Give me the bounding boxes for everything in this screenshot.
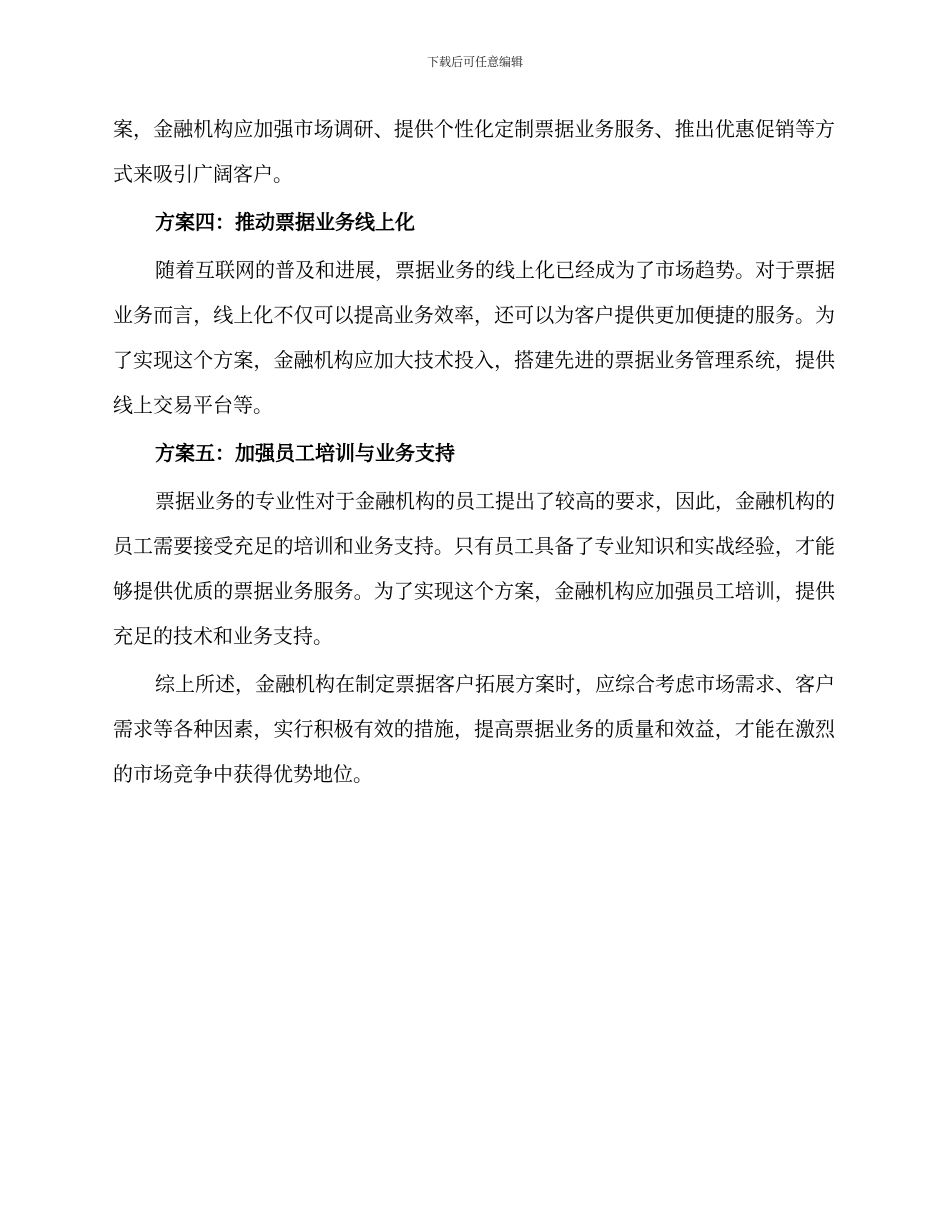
page-header: 下载后可任意编辑 <box>426 55 523 69</box>
paragraph-online-business: 随着互联网的普及和进展，票据业务的线上化已经成为了市场趋势。对于票据业务而言，线上化不仅可以提高业务效率，还可以为客户提供更加便捷的服务。为了实现这个方案，金融机构应加大技术投入，搭建先进的票据业务管理系统，提供线上交易平台等。 <box>113 258 835 417</box>
paragraph-continuation: 案，金融机构应加强市场调研、提供个性化定制票据业务服务、推出优惠促销等方式来吸引广阔客户。 <box>113 117 835 186</box>
section-heading-plan-four: 方案四：推动票据业务线上化 <box>155 210 415 234</box>
document-body <box>113 107 835 797</box>
paragraph-staff-training: 票据业务的专业性对于金融机构的员工提出了较高的要求，因此，金融机构的员工需要接受充足的培训和业务支持。只有员工具备了专业知识和实战经验，才能够提供优质的票据业务服务。为了实现这个方案，金融机构应加强员工培训，提供充足的技术和业务支持。 <box>113 489 835 648</box>
paragraph-conclusion: 综上所述，金融机构在制定票据客户拓展方案时，应综合考虑市场需求、客户需求等各种因素，实行积极有效的措施，提高票据业务的质量和效益，才能在激烈的市场竞争中获得优势地位。 <box>113 672 835 786</box>
section-heading-plan-five: 方案五：加强员工培训与业务支持 <box>155 441 455 465</box>
